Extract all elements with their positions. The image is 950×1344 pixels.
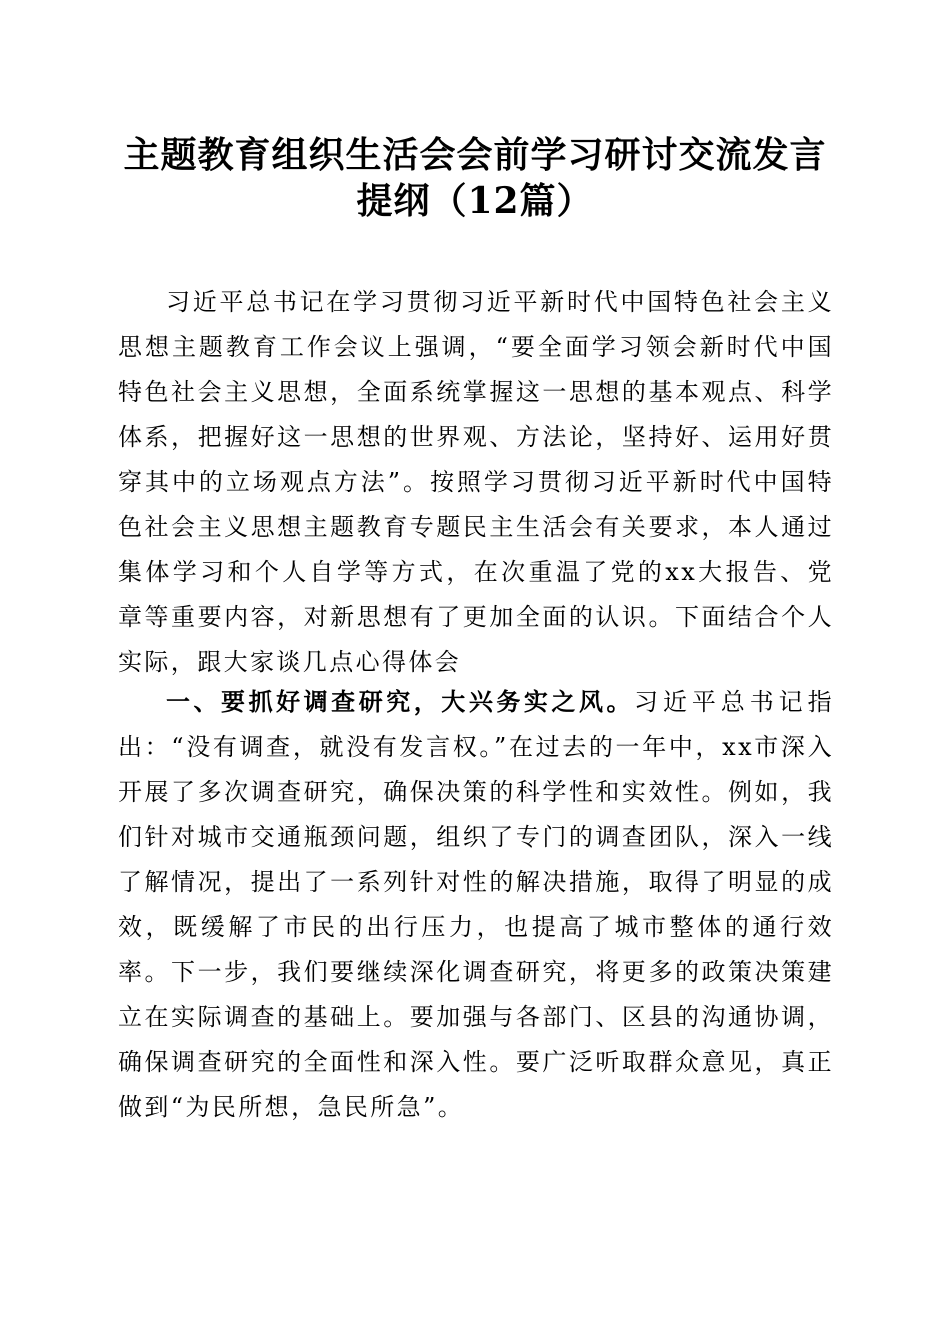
intro-paragraph-text: 习近平总书记在学习贯彻习近平新时代中国特色社会主义思想主题教育工作会议上强调，“要全面学习领会新时代中国特色社会主义思想，全面系统掌握这一思想的基本观点、科学体系，把握好这一思想的世界观、方法论，坚持好、运用好贯穿其中的立场观点方法”。按照学习贯彻习近平新时代中国特色社会主义思想主题教育专题民主生活会有关要求，本人通过集体学习和个人自学等方式，在次重温了党的xx大报告、党章等重要内容，对新思想有了更加全面的认识。下面结合个人实际，跟大家谈几点心得体会 (118, 288, 834, 676)
section-one-text: 习近平总书记指出：“没有调查，就没有发言权。”在过去的一年中，xx市深入开展了多次调查研究，确保决策的科学性和实效性。例如，我们针对城市交通瓶颈问题，组织了专门的调查团队，深入一线了解情况，提出了一系列针对性的解决措施，取得了明显的成效，既缓解了市民的出行压力，也提高了城市整体的通行效率。下一步，我们要继续深化调查研究，将更多的政策决策建立在实际调查的基础上。要加强与各部门、区县的沟通协调，确保调查研究的全面性和深入性。要广泛听取群众意见，真正做到“为民所想，急民所急”。 (118, 688, 834, 1121)
document-title: 主题教育组织生活会会前学习研讨交流发言提纲（12篇） (123, 134, 827, 222)
section-one-paragraph (118, 680, 834, 1130)
intro-paragraph (118, 280, 834, 685)
section-one-heading: 一、要抓好调查研究，大兴务实之风。 (166, 688, 635, 716)
